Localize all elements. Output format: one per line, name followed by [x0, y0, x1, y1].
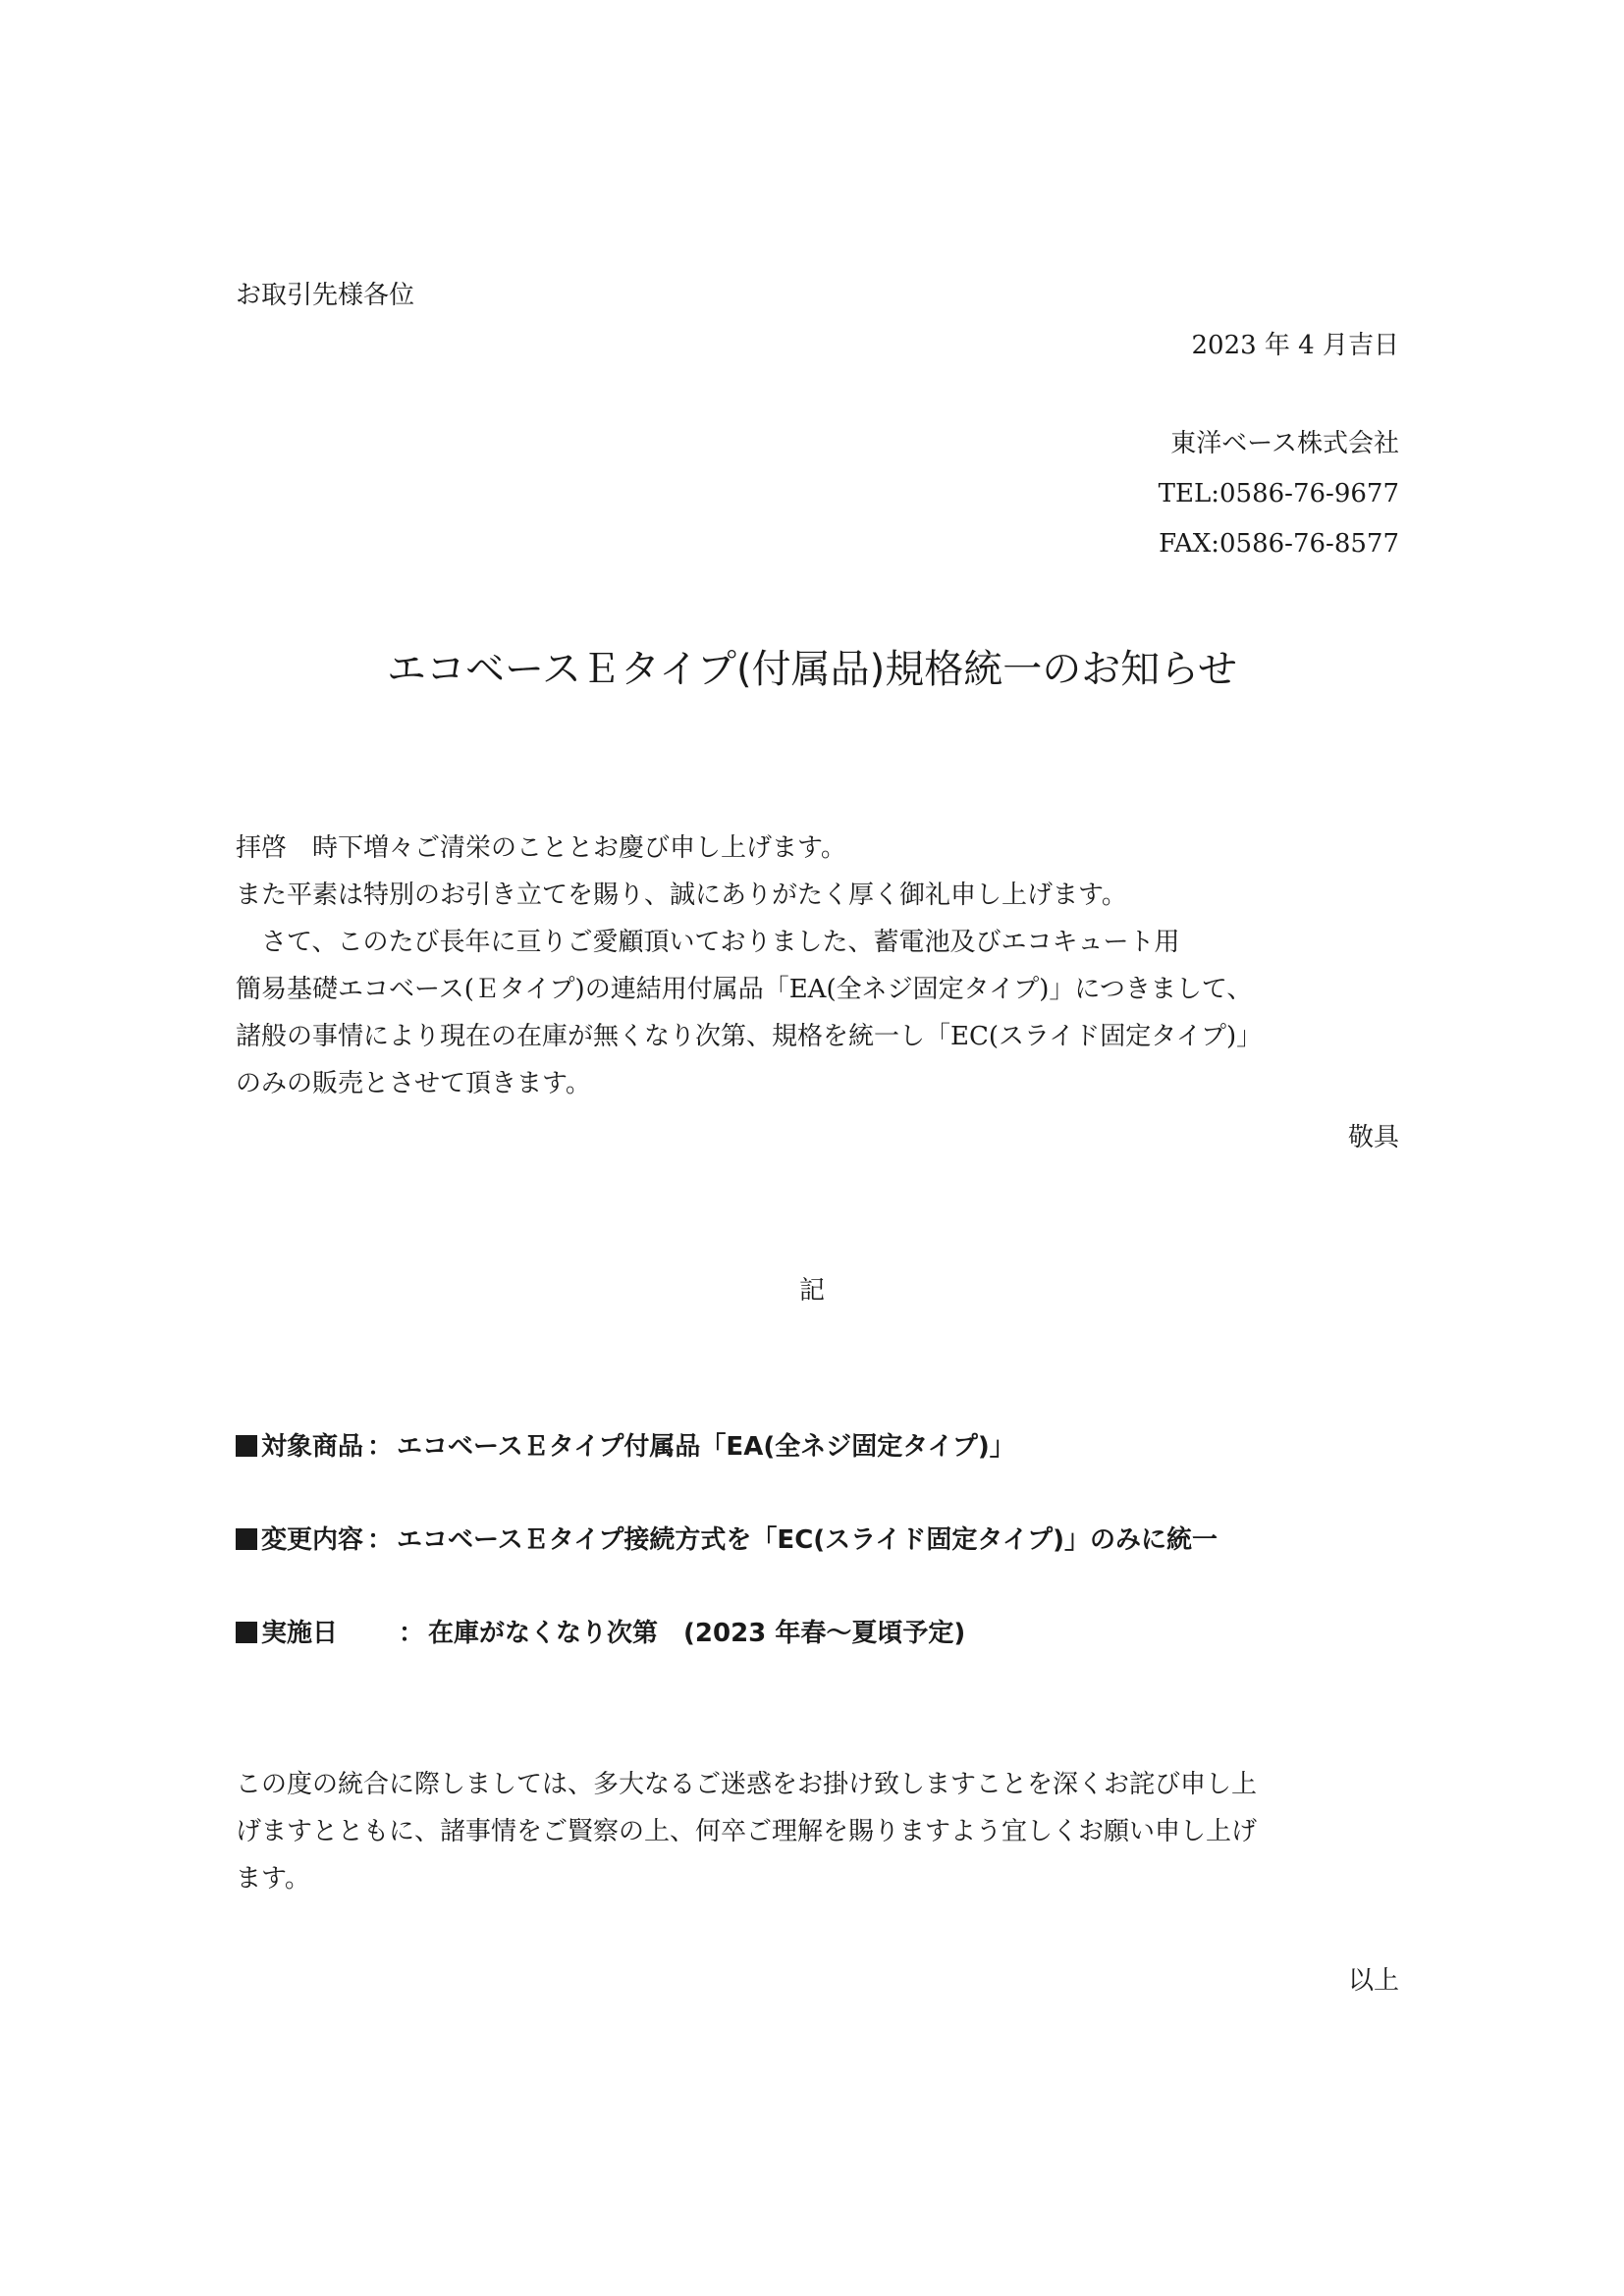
addressee: お取引先様各位 [236, 281, 415, 310]
item-value: エコベースＥタイプ付属品「EA(全ネジ固定タイプ)」 [397, 1432, 1015, 1462]
footer-line: ます。 [236, 1864, 310, 1894]
company-tel: TEL:0586-76-9677 [1158, 479, 1399, 508]
footer-line: この度の統合に際しましては、多大なるご迷惑をお掛け致しますことを深くお詫び申し上 [236, 1770, 1258, 1799]
body-line: また平素は特別のお引き立てを賜り、誠にありがたく厚く御礼申し上げます。 [236, 881, 1127, 910]
body-line: さて、このたび長年に亘りご愛顧頂いておりました、蓄電池及びエコキュート用 [236, 928, 1180, 957]
item-separator: ： [367, 1525, 394, 1555]
item-label: 変更内容 [261, 1525, 364, 1555]
body-line: 諸般の事情により現在の在庫が無くなり次第、規格を統一し「EC(スライド固定タイプ)」 [236, 1022, 1263, 1051]
notice-title: エコベースＥタイプ(付属品)規格統一のお知らせ [386, 647, 1237, 692]
square-bullet-icon [236, 1435, 257, 1457]
square-bullet-icon [236, 1528, 257, 1550]
closing-keigu: 敬具 [1347, 1123, 1399, 1152]
item-change-content [236, 1525, 1218, 1555]
square-bullet-icon [236, 1622, 257, 1643]
company-name: 東洋ベース株式会社 [1170, 429, 1399, 458]
item-separator: ： [399, 1619, 425, 1648]
body-line: のみの販売とさせて頂きます。 [236, 1069, 591, 1098]
body-line: 拝啓 時下増々ご清栄のこととお慶び申し上げます。 [236, 833, 846, 863]
item-value: エコベースＥタイプ接続方式を「EC(スライド固定タイプ)」のみに統一 [397, 1525, 1218, 1555]
item-label: 対象商品 [261, 1432, 364, 1462]
issue-date: 2023 年 4 月吉日 [1191, 331, 1399, 360]
body-line: 簡易基礎エコベース(Ｅタイプ)の連結用付属品「EA(全ネジ固定タイプ)」につきまして、 [236, 975, 1253, 1004]
item-separator: ： [367, 1432, 394, 1462]
item-implementation-date [236, 1619, 965, 1648]
ki-heading: 記 [798, 1276, 825, 1306]
closing-ijo: 以上 [1347, 1966, 1399, 1996]
company-fax: FAX:0586-76-8577 [1159, 529, 1399, 559]
footer-line: げますとともに、諸事情をご賢察の上、何卒ご理解を賜りますよう宜しくお願い申し上げ [236, 1817, 1258, 1846]
item-value: 在庫がなくなり次第 (2023 年春～夏頃予定) [428, 1619, 966, 1648]
item-target-product [236, 1432, 1015, 1462]
item-label: 実施日 [261, 1619, 339, 1648]
